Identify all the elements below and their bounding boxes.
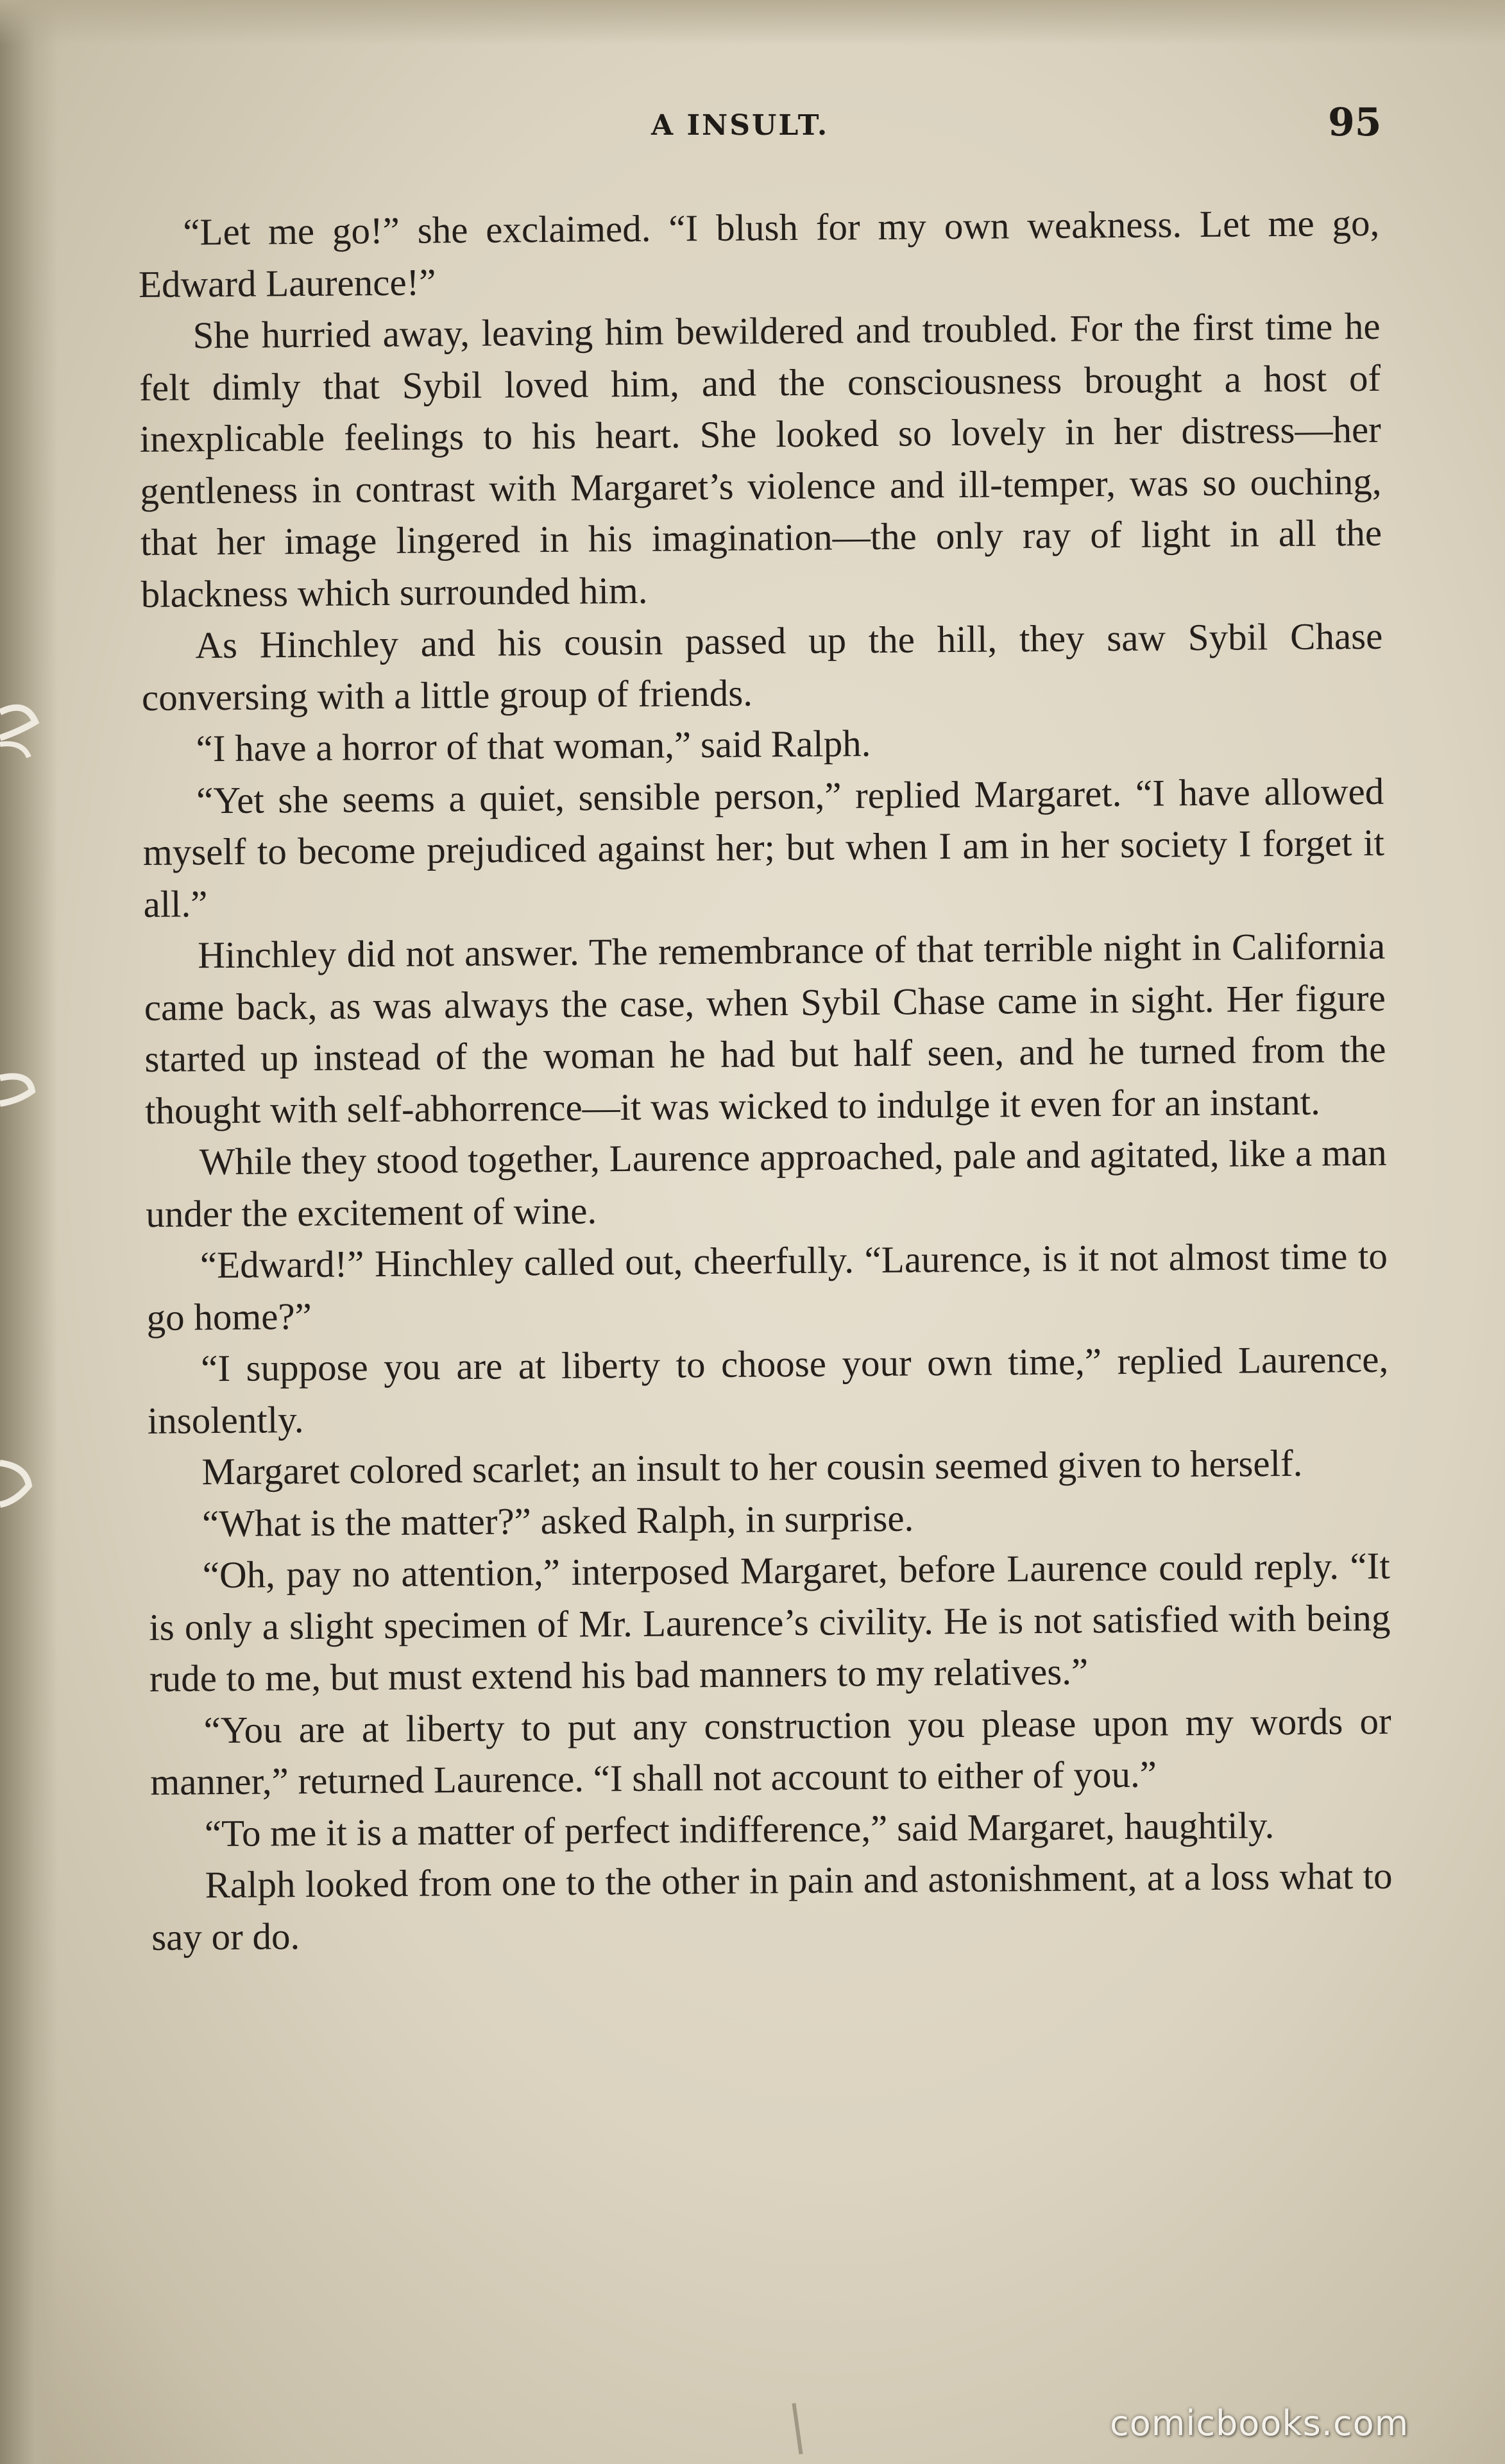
- paragraph: “Edward!” Hinchley called out, cheerfully. “Laurence, is it not almost time to go home?”: [146, 1234, 1388, 1339]
- paper-scratch: [792, 2403, 803, 2454]
- paragraph: “Oh, pay no attention,” interposed Margaret, before Laurence could reply. “It is only a slight specimen of Mr. Laurence’s civility. He is not satisfied with being rude to me, but must extend his bad manners to my relatives.”: [149, 1544, 1391, 1700]
- page-number: 95: [1328, 100, 1382, 145]
- running-head: [0, 100, 1505, 148]
- binding-stitch: [0, 1444, 45, 1521]
- paragraph: As Hinchley and his cousin passed up the hill, they saw Sybil Chase conversing with a little group of friends.: [141, 614, 1383, 719]
- paragraph: “What is the matter?” asked Ralph, in surprise.: [201, 1496, 914, 1544]
- binding-stitch: [0, 693, 45, 770]
- paragraph: “I suppose you are at liberty to choose your own time,” replied Laurence, insolently.: [147, 1337, 1389, 1442]
- watermark: comicbooks.com: [1110, 2403, 1409, 2443]
- paragraph: “Yet she seems a quiet, sensible person,” replied Margaret. “I have allowed myself to become prejudiced against her; but when I am in her society I forget it all.”: [142, 769, 1385, 925]
- paragraph: Hinchley did not answer. The remembrance of that terrible night in California came back, as was always the case, when Sybil Chase came in sight. Her figure started up instead of the woman he had but half seen, and he turned from the thought with self-abhorrence—it was wicked to indulge it even for an instant.: [144, 924, 1386, 1132]
- top-edge-shadow: [0, 0, 1505, 45]
- running-title: A INSULT.: [651, 109, 829, 142]
- paragraph: While they stood together, Laurence approached, pale and agitated, like a man under the excitement of wine.: [146, 1131, 1387, 1235]
- body-text: [138, 197, 1396, 2350]
- paragraph: “I have a horror of that woman,” said Ralph.: [196, 722, 871, 770]
- paragraph: Ralph looked from one to the other in pain and astonishment, at a loss what to say or do.: [151, 1854, 1393, 1958]
- binding-stitch: [0, 1052, 45, 1129]
- gutter-shadow: [0, 0, 58, 2464]
- paragraph: “You are at liberty to put any construction you please upon my words or manner,” returned Laurence. “I shall not account to either of you.”: [150, 1699, 1391, 1803]
- paragraph: “Let me go!” she exclaimed. “I blush for my own weakness. Let me go, Edward Laurence!”: [138, 201, 1380, 305]
- paragraph: Margaret colored scarlet; an insult to her cousin seemed given to herself.: [201, 1441, 1303, 1493]
- paragraph: She hurried away, leaving him bewildered and troubled. For the first time he felt dimly that Sybil loved him, and the consciousness brought a host of inexplicable feelings to his heart. She looked so lovely in her distress—her gentleness in contrast with Margaret’s violence and ill-temper, was so ouching, that her image lingered in his imagination—the only ray of light in all the blackness which surrounded him.: [139, 304, 1382, 615]
- paragraph: “To me it is a matter of perfect indifference,” said Margaret, haughtily.: [204, 1803, 1275, 1854]
